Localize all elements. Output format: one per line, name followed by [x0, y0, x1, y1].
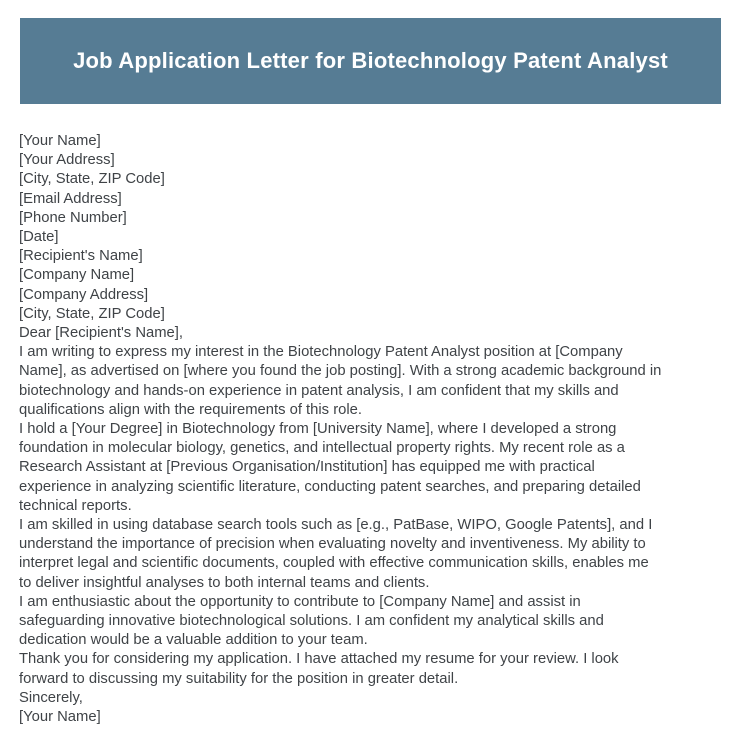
letter-line: technical reports. [19, 497, 132, 514]
letter-line: I am writing to express my interest in the Biotechnology Patent Analyst position at [Company [19, 344, 623, 361]
page-title: Job Application Letter for Biotechnology Patent Analyst [73, 48, 668, 73]
paragraph [19, 343, 733, 420]
letter-line: biotechnology and hands-on experience in patent analysis, I am confident that my skills and [19, 382, 619, 399]
letter-line: qualifications align with the requirements of this role. [19, 401, 362, 418]
paragraph [19, 650, 733, 688]
letter-line: I am enthusiastic about the opportunity to contribute to [Company Name] and assist in [19, 593, 581, 610]
letter-line: [City, State, ZIP Code] [19, 171, 165, 188]
letter-line: foundation in molecular biology, genetics, and intellectual property rights. My recent role as a [19, 440, 625, 457]
signature: [Your Name] [19, 709, 101, 726]
closing: Sincerely, [19, 689, 83, 706]
letter-line: [Date] [19, 229, 59, 246]
letter-line: Research Assistant at [Previous Organisation/Institution] has equipped me with practical [19, 459, 595, 476]
letter-line: to deliver insightful analyses to both internal teams and clients. [19, 574, 430, 591]
letter-line: Name], as advertised on [where you found the job posting]. With a strong academic background in [19, 363, 662, 380]
letter-line: I am skilled in using database search tools such as [e.g., PatBase, WIPO, Google Patents], and I [19, 517, 653, 534]
letter-line: [Company Address] [19, 286, 149, 303]
sender-block [19, 132, 733, 247]
paragraph [19, 593, 733, 651]
paragraph [19, 420, 733, 516]
recipient-block [19, 247, 733, 324]
letter-line: experience in analyzing scientific literature, conducting patent searches, and preparing detailed [19, 478, 641, 495]
letter-line: [Phone Number] [19, 209, 127, 226]
letter-line: Thank you for considering my application. I have attached my resume for your review. I look [19, 651, 619, 668]
letter-line: [Recipient's Name] [19, 248, 143, 265]
salutation: Dear [Recipient's Name], [19, 325, 184, 342]
letter-line: interpret legal and scientific documents, coupled with effective communication skills, enables me [19, 555, 649, 572]
letter-line: [City, State, ZIP Code] [19, 305, 165, 322]
letter-line: forward to discussing my suitability for the position in greater detail. [19, 670, 459, 687]
letter-line: [Your Address] [19, 152, 115, 169]
letter-line: safeguarding innovative biotechnological solutions. I am confident my analytical skills and [19, 613, 604, 630]
letter-line: [Your Name] [19, 133, 101, 149]
header-band [20, 18, 721, 104]
letter-line: I hold a [Your Degree] in Biotechnology from [University Name], where I developed a strong [19, 421, 617, 438]
letter-line: dedication would be a valuable addition to your team. [19, 632, 368, 649]
paragraph [19, 516, 733, 593]
paragraphs-container [19, 343, 733, 689]
letter-body [19, 132, 733, 727]
letter-line: [Company Name] [19, 267, 135, 284]
letter-line: [Email Address] [19, 190, 122, 207]
letter-line: understand the importance of precision when evaluating novelty and inventiveness. My ability to [19, 536, 646, 553]
